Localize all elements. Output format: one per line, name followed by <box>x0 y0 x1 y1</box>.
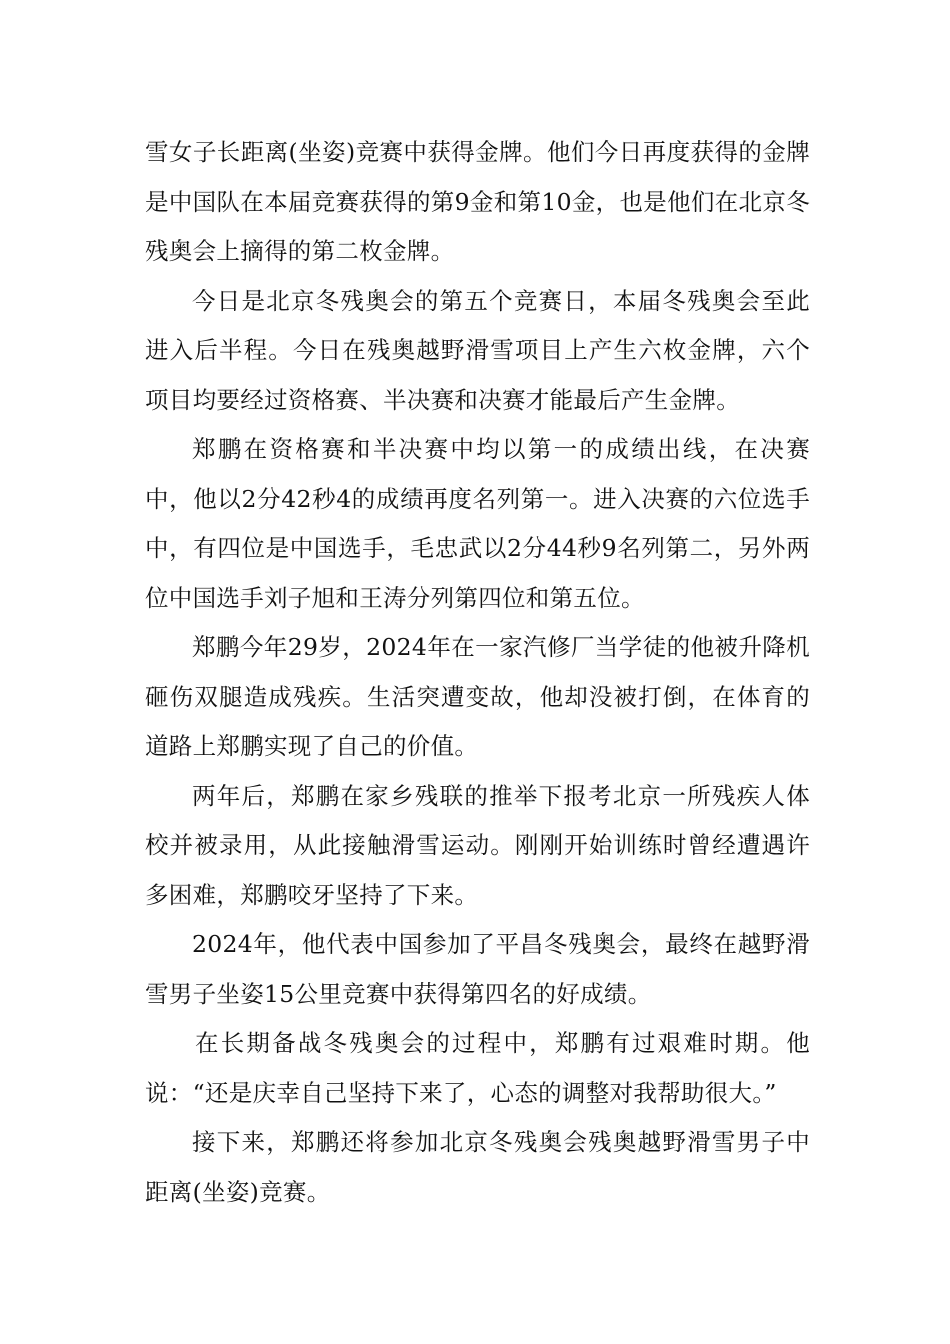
article-body <box>145 128 810 1217</box>
paragraph-3: 郑鹏在资格赛和半决赛中均以第一的成绩出线，在决赛中，他以2分42秒4的成绩再度名列第一。进入决赛的六位选手中，有四位是中国选手，毛忠武以2分44秒9名列第二，另外两位中国选手刘子旭和王涛分列第四位和第五位。 <box>145 435 810 612</box>
paragraph-5: 两年后，郑鹏在家乡残联的推举下报考北京一所残疾人体校并被录用，从此接触滑雪运动。刚刚开始训练时曾经遭遇许多困难，郑鹏咬牙坚持了下来。 <box>145 781 810 909</box>
paragraph-7: 在长期备战冬残奥会的过程中，郑鹏有过艰难时期。他说：“还是庆幸自己坚持下来了，心态的调整对我帮助很大。” <box>145 1029 810 1107</box>
paragraph-2: 今日是北京冬残奥会的第五个竞赛日，本届冬残奥会至此进入后半程。今日在残奥越野滑雪项目上产生六枚金牌，六个项目均要经过资格赛、半决赛和决赛才能最后产生金牌。 <box>145 286 810 414</box>
paragraph-4: 郑鹏今年29岁，2024年在一家汽修厂当学徒的他被升降机砸伤双腿造成残疾。生活突遭变故，他却没被打倒，在体育的道路上郑鹏实现了自己的价值。 <box>145 633 810 760</box>
paragraph-8: 接下来，郑鹏还将参加北京冬残奥会残奥越野滑雪男子中距离(坐姿)竞赛。 <box>145 1128 810 1206</box>
paragraph-6: 2024年，他代表中国参加了平昌冬残奥会，最终在越野滑雪男子坐姿15公里竞赛中获得第四名的好成绩。 <box>145 930 810 1008</box>
paragraph-1: 雪女子长距离(坐姿)竞赛中获得金牌。他们今日再度获得的金牌是中国队在本届竞赛获得的第9金和第10金，也是他们在北京冬残奥会上摘得的第二枚金牌。 <box>145 138 810 265</box>
